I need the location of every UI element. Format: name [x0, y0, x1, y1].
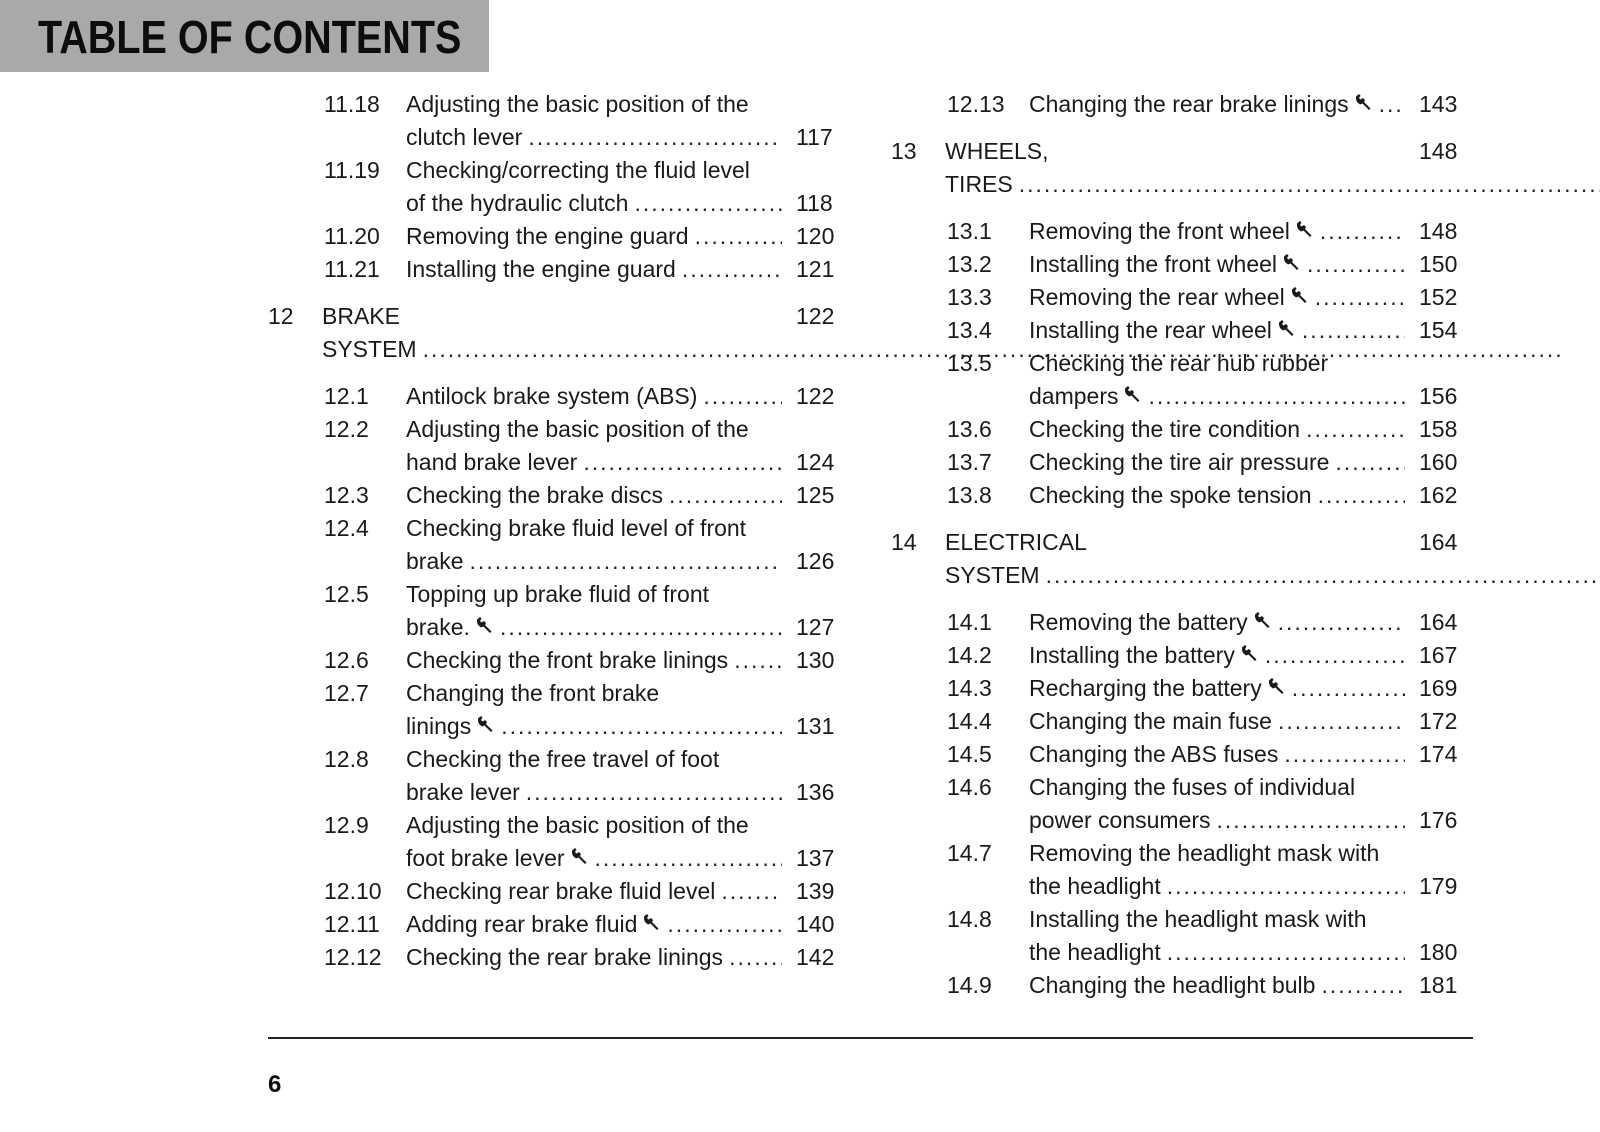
page-ref: 136	[796, 779, 835, 805]
chapter-title: BRAKE SYSTEM	[322, 303, 417, 362]
chapter-title: ELECTRICAL SYSTEM	[945, 529, 1087, 588]
dot-leader	[501, 710, 782, 743]
dot-leader	[1265, 639, 1405, 672]
wrench-icon	[569, 842, 589, 862]
page-number: 6	[268, 1071, 282, 1098]
toc-entry[interactable]	[268, 809, 852, 875]
dot-leader	[1292, 672, 1405, 705]
dot-leader	[721, 875, 782, 908]
section-title: Removing the rear wheel	[1029, 284, 1285, 310]
page-ref: 164	[1419, 529, 1458, 555]
wrench-icon	[1294, 215, 1314, 235]
page-ref: 122	[796, 383, 835, 409]
section-title: Installing the headlight mask with	[1029, 906, 1367, 932]
page-ref: 156	[1419, 383, 1458, 409]
dot-leader	[1278, 705, 1405, 738]
section-number: 14.6	[947, 774, 992, 800]
section-number: 13.4	[947, 317, 992, 343]
section-title: the headlight	[1029, 873, 1161, 899]
toc-entry[interactable]	[268, 479, 852, 512]
dot-leader	[1321, 969, 1405, 1002]
section-title: Checking the tire condition	[1029, 416, 1301, 442]
chapter-number: 14	[891, 529, 917, 555]
section-title: Checking rear brake fluid level	[406, 878, 716, 904]
page-ref: 122	[796, 303, 835, 329]
section-title: Installing the front wheel	[1029, 251, 1278, 277]
dot-leader	[500, 611, 782, 644]
section-title: Removing the headlight mask with	[1029, 840, 1380, 866]
toc-entry[interactable]	[268, 220, 852, 253]
toc-entry[interactable]	[891, 314, 1475, 347]
section-number: 13.2	[947, 251, 992, 277]
section-title: Adjusting the basic position of the	[406, 91, 749, 117]
toc-entry[interactable]	[891, 479, 1475, 512]
wrench-icon	[475, 710, 495, 730]
page-ref: 181	[1419, 972, 1458, 998]
toc-entry[interactable]	[891, 88, 1475, 121]
toc-entry[interactable]	[891, 639, 1475, 672]
dot-leader	[1046, 562, 1600, 588]
section-title: Removing the front wheel	[1029, 218, 1290, 244]
section-number: 13.3	[947, 284, 992, 310]
section-number: 13.1	[947, 218, 992, 244]
section-number: 13.6	[947, 416, 992, 442]
section-title: Changing the headlight bulb	[1029, 972, 1316, 998]
section-title: Installing the battery	[1029, 642, 1235, 668]
header-band	[0, 0, 489, 72]
page-ref: 131	[796, 713, 835, 739]
wrench-icon	[474, 611, 494, 631]
section-number: 12.6	[324, 647, 369, 673]
page-ref: 120	[796, 223, 835, 249]
page-title: TABLE OF CONTENTS	[38, 11, 462, 63]
toc-entry[interactable]	[268, 941, 852, 974]
dot-leader	[595, 842, 782, 875]
page-ref: 150	[1419, 251, 1458, 277]
wrench-icon	[1122, 380, 1142, 400]
dot-leader	[1284, 738, 1405, 771]
section-title: Changing the fuses of individual	[1029, 774, 1356, 800]
wrench-icon	[1252, 606, 1272, 626]
toc-entry[interactable]	[891, 413, 1475, 446]
section-title: brake.	[406, 614, 470, 640]
toc-entry[interactable]	[268, 743, 852, 809]
section-number: 12.4	[324, 515, 369, 541]
dot-leader	[1379, 88, 1405, 121]
page-ref: 174	[1419, 741, 1458, 767]
page-ref: 125	[796, 482, 835, 508]
dot-leader	[734, 644, 782, 677]
section-number: 13.8	[947, 482, 992, 508]
section-title: Checking/correcting the fluid level	[406, 157, 750, 183]
section-number: 12.13	[947, 91, 1005, 117]
dot-leader	[526, 776, 782, 809]
toc-entry[interactable]	[268, 88, 852, 154]
section-title: Changing the ABS fuses	[1029, 741, 1279, 767]
section-number: 12.10	[324, 878, 382, 904]
toc-entry[interactable]	[268, 644, 852, 677]
section-title: Changing the front brake	[406, 680, 660, 706]
dot-leader	[1217, 804, 1405, 837]
section-number: 11.21	[324, 256, 380, 282]
toc-entry[interactable]	[891, 771, 1475, 837]
toc-chapter[interactable]	[891, 135, 1475, 201]
wrench-icon	[1276, 314, 1296, 334]
page-ref: 179	[1419, 873, 1458, 899]
dot-leader	[1307, 248, 1405, 281]
page-ref: 124	[796, 449, 835, 475]
section-title: Checking the rear hub rubber	[1029, 350, 1329, 376]
section-title: Adjusting the basic position of the	[406, 812, 749, 838]
page-ref: 142	[796, 944, 835, 970]
section-title: Checking the tire air pressure	[1029, 449, 1330, 475]
dot-leader	[1320, 215, 1405, 248]
page-ref: 169	[1419, 675, 1458, 701]
section-number: 11.18	[324, 91, 380, 117]
page-ref: 140	[796, 911, 835, 937]
section-title: Checking the rear brake linings	[406, 944, 724, 970]
dot-leader	[1167, 936, 1405, 969]
dot-leader	[669, 479, 782, 512]
section-number: 14.9	[947, 972, 992, 998]
toc-entry[interactable]	[891, 969, 1475, 1002]
chapter-number: 12	[268, 303, 294, 329]
dot-leader	[703, 380, 782, 413]
section-title: brake	[406, 548, 464, 574]
wrench-icon	[1239, 639, 1259, 659]
section-title: Adding rear brake fluid	[406, 911, 638, 937]
section-number: 12.7	[324, 680, 369, 706]
page-ref: 172	[1419, 708, 1458, 734]
toc-column-right	[891, 88, 1475, 1002]
section-title: Checking the spoke tension	[1029, 482, 1312, 508]
section-number: 14.2	[947, 642, 992, 668]
section-number: 12.11	[324, 911, 380, 937]
toc-entry[interactable]	[891, 705, 1475, 738]
page-ref: 152	[1419, 284, 1458, 310]
dot-leader	[1318, 479, 1405, 512]
page-ref: 130	[796, 647, 835, 673]
toc-entry[interactable]	[268, 578, 852, 644]
section-title: Installing the rear wheel	[1029, 317, 1272, 343]
section-number: 12.3	[324, 482, 369, 508]
page-ref: 121	[796, 256, 835, 282]
section-number: 13.5	[947, 350, 992, 376]
toc-chapter[interactable]	[268, 300, 852, 366]
toc-chapter[interactable]	[891, 526, 1475, 592]
page-ref: 117	[796, 124, 833, 150]
toc-entry[interactable]	[268, 413, 852, 479]
section-number: 14.3	[947, 675, 992, 701]
page-ref: 148	[1419, 218, 1458, 244]
dot-leader	[667, 908, 782, 941]
section-number: 13.7	[947, 449, 992, 475]
dot-leader	[695, 220, 782, 253]
section-title: of the hydraulic clutch	[406, 190, 629, 216]
page-ref: 137	[796, 845, 835, 871]
dot-leader	[1278, 606, 1405, 639]
toc-entry[interactable]	[891, 672, 1475, 705]
chapter-title: WHEELS, TIRES	[945, 138, 1049, 197]
page-ref: 176	[1419, 807, 1458, 833]
toc-entry[interactable]	[891, 215, 1475, 248]
section-number: 14.1	[947, 609, 992, 635]
section-title: Checking the brake discs	[406, 482, 663, 508]
section-number: 12.9	[324, 812, 369, 838]
section-number: 12.12	[324, 944, 382, 970]
toc-entry[interactable]	[891, 837, 1475, 903]
toc-entry[interactable]	[891, 903, 1475, 969]
dot-leader	[1306, 413, 1405, 446]
wrench-icon	[1353, 88, 1373, 108]
page-ref: 158	[1419, 416, 1458, 442]
toc-entry[interactable]	[891, 248, 1475, 281]
dot-leader	[528, 121, 782, 154]
footer-divider	[268, 1037, 1473, 1039]
dot-leader	[1148, 380, 1405, 413]
dot-leader	[1302, 314, 1405, 347]
page-ref: 154	[1419, 317, 1458, 343]
section-title: Checking the front brake linings	[406, 647, 729, 673]
section-number: 12.2	[324, 416, 369, 442]
section-number: 12.1	[324, 383, 369, 409]
section-title: Recharging the battery	[1029, 675, 1262, 701]
dot-leader	[1167, 870, 1405, 903]
dot-leader	[470, 545, 782, 578]
toc-entry[interactable]	[268, 253, 852, 286]
section-title: Topping up brake fluid of front	[406, 581, 710, 607]
wrench-icon	[1266, 672, 1286, 692]
page-ref: 127	[796, 614, 835, 640]
section-number: 12.8	[324, 746, 369, 772]
section-title: Removing the engine guard	[406, 223, 689, 249]
section-title: Installing the engine guard	[406, 256, 676, 282]
toc-entry[interactable]	[268, 154, 852, 220]
dot-leader	[1335, 446, 1405, 479]
section-title: Antilock brake system (ABS)	[406, 383, 698, 409]
section-number: 14.8	[947, 906, 992, 932]
toc-entry[interactable]	[268, 512, 852, 578]
toc-entry[interactable]	[268, 380, 852, 413]
section-number: 11.20	[324, 223, 380, 249]
section-title: dampers	[1029, 383, 1119, 409]
toc-entry[interactable]	[268, 677, 852, 743]
toc-column-left	[268, 88, 852, 974]
section-number: 11.19	[324, 157, 380, 183]
section-title: Changing the main fuse	[1029, 708, 1272, 734]
dot-leader	[729, 941, 782, 974]
section-title: brake lever	[406, 779, 520, 805]
dot-leader	[1019, 171, 1600, 197]
section-title: Checking brake fluid level of front	[406, 515, 747, 541]
toc-entry[interactable]	[891, 281, 1475, 314]
toc-entry[interactable]	[268, 875, 852, 908]
page-ref: 167	[1419, 642, 1458, 668]
page-ref: 164	[1419, 609, 1458, 635]
section-title: Checking the free travel of foot	[406, 746, 720, 772]
section-title: hand brake lever	[406, 449, 578, 475]
dot-leader	[682, 253, 782, 286]
toc-entry[interactable]	[891, 347, 1475, 413]
page-ref: 143	[1419, 91, 1458, 117]
page-ref: 126	[796, 548, 835, 574]
toc-entry[interactable]	[891, 606, 1475, 639]
section-number: 14.7	[947, 840, 992, 866]
toc-entry[interactable]	[891, 446, 1475, 479]
chapter-number: 13	[891, 138, 917, 164]
section-title: power consumers	[1029, 807, 1211, 833]
page-ref: 180	[1419, 939, 1458, 965]
section-number: 12.5	[324, 581, 369, 607]
page-ref: 160	[1419, 449, 1458, 475]
toc-entry[interactable]	[891, 738, 1475, 771]
section-number: 14.5	[947, 741, 992, 767]
section-title: the headlight	[1029, 939, 1161, 965]
section-number: 14.4	[947, 708, 992, 734]
dot-leader	[1315, 281, 1405, 314]
wrench-icon	[641, 908, 661, 928]
section-title: linings	[406, 713, 472, 739]
page-ref: 118	[796, 190, 833, 216]
toc-entry[interactable]	[268, 908, 852, 941]
wrench-icon	[1289, 281, 1309, 301]
section-title: clutch lever	[406, 124, 523, 150]
page-ref: 139	[796, 878, 835, 904]
section-title: Removing the battery	[1029, 609, 1248, 635]
wrench-icon	[1281, 248, 1301, 268]
section-title: foot brake lever	[406, 845, 565, 871]
dot-leader	[634, 187, 782, 220]
section-title: Adjusting the basic position of the	[406, 416, 749, 442]
dot-leader	[583, 446, 782, 479]
page-ref: 148	[1419, 138, 1458, 164]
section-title: Changing the rear brake linings	[1029, 91, 1349, 117]
page-ref: 162	[1419, 482, 1458, 508]
